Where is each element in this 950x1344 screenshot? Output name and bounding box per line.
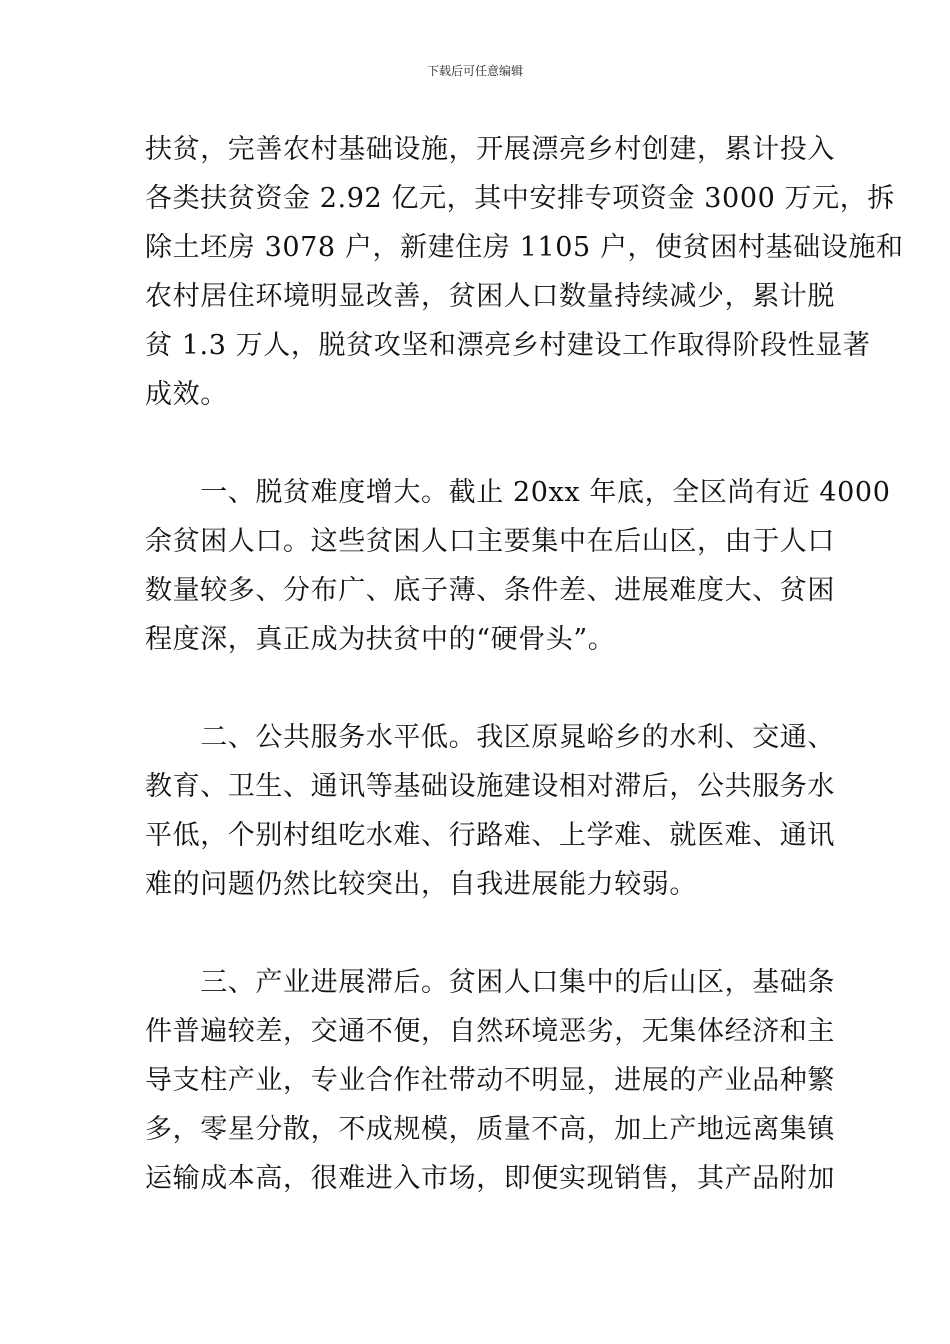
text-line: 一、脱贫难度增大。截止 20xx 年底，全区尚有近 4000 — [145, 477, 891, 508]
text-line: 农村居住环境明显改善，贫困人口数量持续减少，累计脱 — [145, 281, 835, 312]
text-line: 教育、卫生、通讯等基础设施建设相对滞后，公共服务水 — [145, 771, 835, 802]
text-line: 贫 1.3 万人，脱贫攻坚和漂亮乡村建设工作取得阶段性显著 — [145, 330, 871, 361]
text-line: 三、产业进展滞后。贫困人口集中的后山区，基础条 — [145, 967, 835, 998]
text-line: 数量较多、分布广、底子薄、条件差、进展难度大、贫困 — [145, 575, 835, 606]
text-line: 除土坯房 3078 户，新建住房 1105 户，使贫困村基础设施和 — [145, 232, 904, 263]
text-line: 平低，个别村组吃水难、行路难、上学难、就医难、通讯 — [145, 820, 835, 851]
paragraph-intro — [145, 125, 904, 419]
text-line: 难的问题仍然比较突出，自我进展能力较弱。 — [145, 869, 697, 900]
text-line: 二、公共服务水平低。我区原晁峪乡的水利、交通、 — [145, 722, 835, 753]
text-line: 导支柱产业，专业合作社带动不明显，进展的产业品种繁 — [145, 1065, 835, 1096]
text-line: 余贫困人口。这些贫困人口主要集中在后山区，由于人口 — [145, 526, 835, 557]
document-body — [145, 125, 904, 1203]
text-line: 成效。 — [145, 379, 228, 410]
text-line: 件普遍较差，交通不便，自然环境恶劣，无集体经济和主 — [145, 1016, 835, 1047]
paragraph-public-services — [145, 713, 835, 909]
text-line: 运输成本高，很难进入市场，即便实现销售，其产品附加 — [145, 1163, 835, 1194]
text-line: 扶贫，完善农村基础设施，开展漂亮乡村创建，累计投入 — [145, 134, 835, 165]
paragraph-difficulty — [145, 468, 891, 664]
paragraph-spacer — [145, 419, 810, 468]
paragraph-industry — [145, 958, 835, 1203]
text-line: 各类扶贫资金 2.92 亿元，其中安排专项资金 3000 万元，拆 — [145, 183, 895, 214]
paragraph-spacer — [145, 664, 810, 713]
page-header: 下载后可任意编辑 — [426, 64, 523, 78]
paragraph-spacer — [145, 909, 810, 958]
text-line: 多，零星分散，不成规模，质量不高，加上产地远离集镇 — [145, 1114, 835, 1145]
text-line: 程度深，真正成为扶贫中的“硬骨头”。 — [145, 624, 616, 655]
